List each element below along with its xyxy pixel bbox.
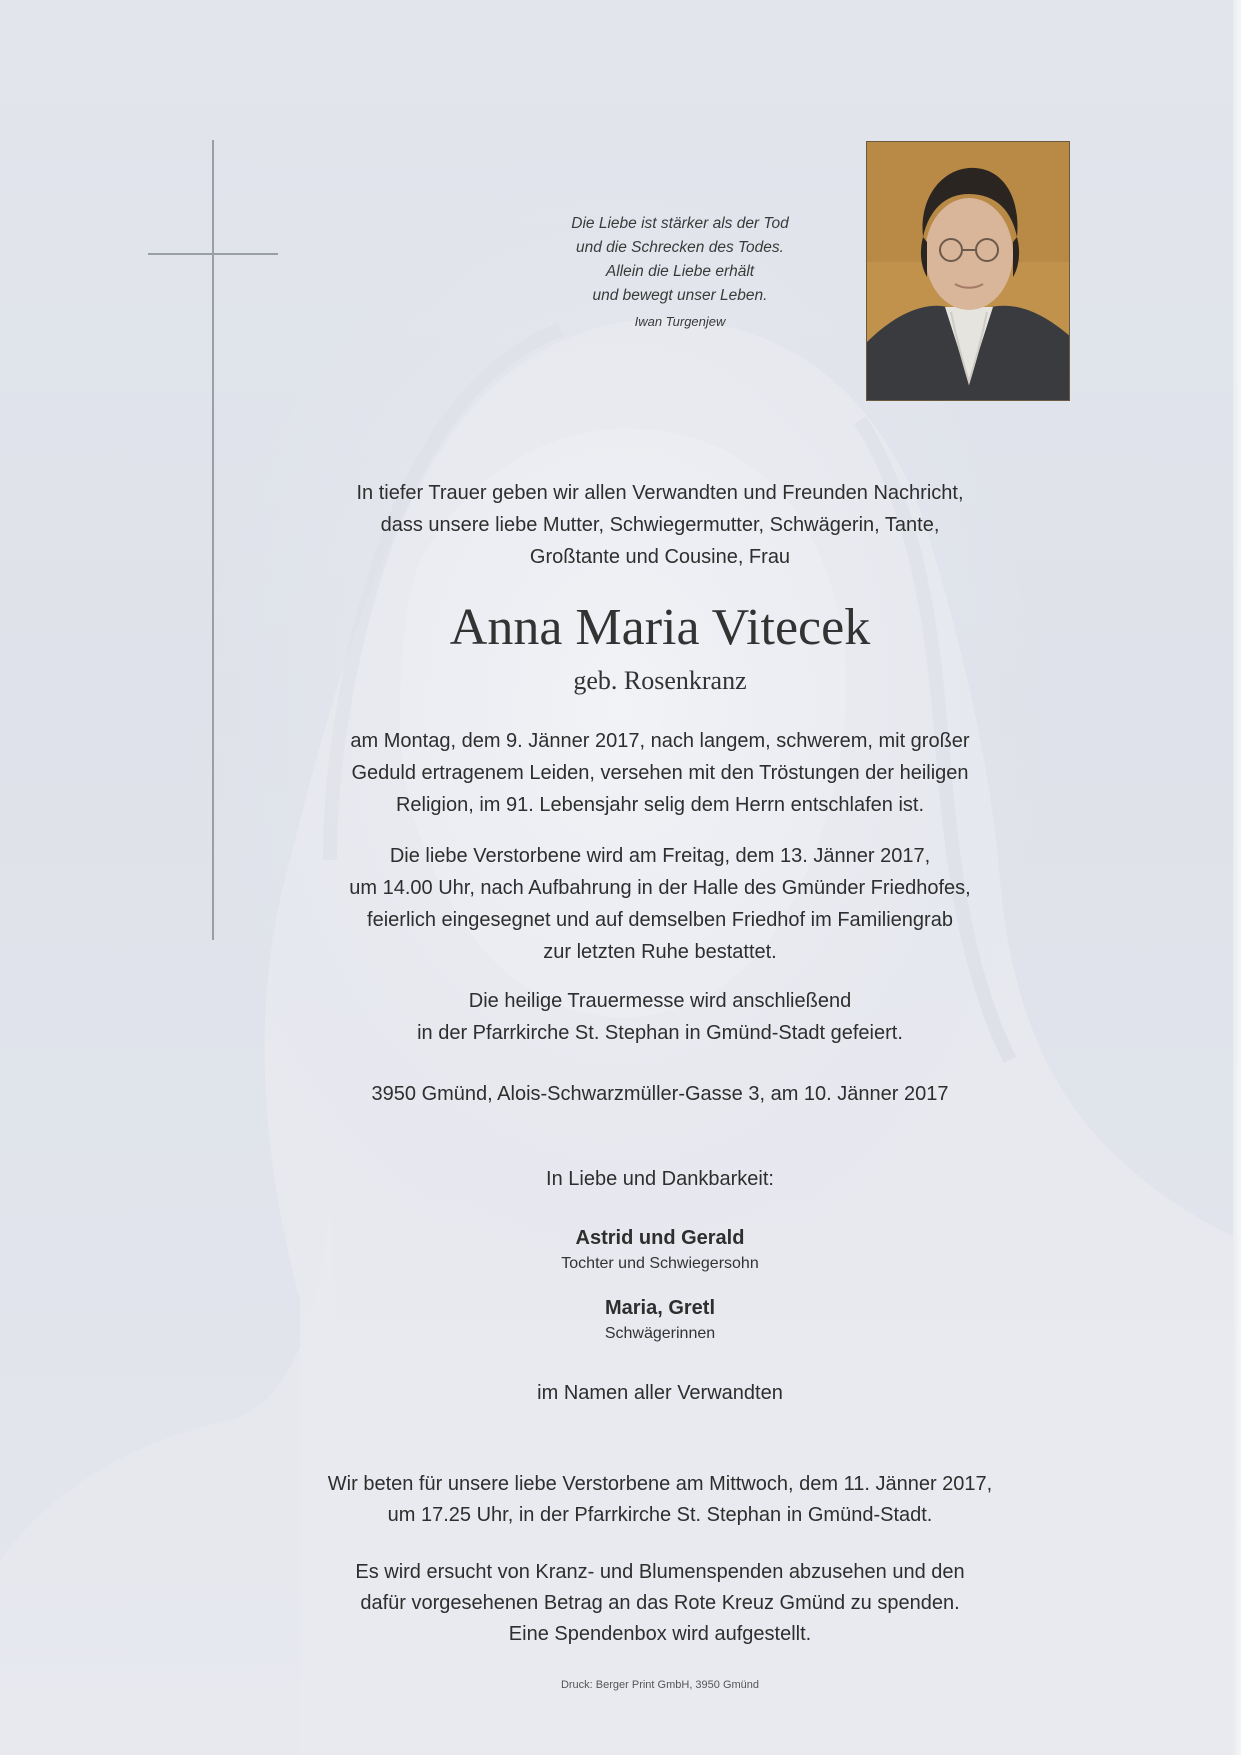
death-notice-line: am Montag, dem 9. Jänner 2017, nach langem, schwerem, mit großer [350,730,970,752]
death-notice-line: Geduld ertragenem Leiden, versehen mit den Tröstungen der heiligen [351,762,969,784]
burial-line: zur letzten Ruhe bestattet. [543,941,777,963]
intro-line: dass unsere liebe Mutter, Schwiegermutter, Schwägerin, Tante, [380,514,940,536]
family-member-name: Astrid und Gerald [575,1227,745,1249]
family-member-name: Maria, Gretl [604,1297,716,1319]
quote-line: Die Liebe ist stärker als der Tod [571,215,789,232]
prayer-line: Wir beten für unsere liebe Verstorbene am Mittwoch, dem 11. Jänner 2017, [327,1473,993,1495]
donation-line: Es wird ersucht von Kranz- und Blumenspenden abzusehen und den [355,1561,965,1583]
mass-notice [280,985,1040,1049]
birth-name: geb. Rosenkranz [573,666,747,695]
donation-line: dafür vorgesehenen Betrag an das Rote Kreuz Gmünd zu spenden. [360,1592,960,1614]
intro-line: In tiefer Trauer geben wir allen Verwandten und Freunden Nachricht, [356,482,964,504]
relatives-line: im Namen aller Verwandten [537,1382,783,1404]
intro-line: Großtante und Cousine, Frau [529,546,791,568]
prayer-notice [280,1469,1040,1531]
closing-line: In Liebe und Dankbarkeit: [546,1168,774,1190]
family-member-relation: Schwägerinnen [604,1325,716,1342]
cross-horizontal-bar [148,253,278,255]
burial-line: feierlich eingesegnet und auf demselben Friedhof im Familiengrab [367,909,953,931]
quote-line: Allein die Liebe erhält [605,263,755,280]
quote-line: und bewegt unser Leben. [592,287,768,304]
death-notice [280,725,1040,821]
burial-notice [280,840,1040,968]
mass-line: in der Pfarrkirche St. Stephan in Gmünd-Stadt gefeiert. [417,1022,903,1044]
burial-line: Die liebe Verstorbene wird am Freitag, dem 13. Jänner 2017, [389,845,931,867]
printer-credit: Druck: Berger Print GmbH, 3950 Gmünd [560,1679,760,1691]
mass-line: Die heilige Trauermesse wird anschließend [468,990,852,1012]
burial-line: um 14.00 Uhr, nach Aufbahrung in der Halle des Gmünder Friedhofes, [349,877,971,899]
quote-line: und die Schrecken des Todes. [576,239,784,256]
address-line: 3950 Gmünd, Alois-Schwarzmüller-Gasse 3, am 10. Jänner 2017 [371,1083,949,1105]
quote [540,212,820,334]
page-edge [1233,0,1241,1755]
portrait-photo [866,141,1070,401]
portrait-image [867,142,1070,401]
donation-line: Eine Spendenbox wird aufgestellt. [508,1623,812,1645]
deceased-name: Anna Maria Vitecek [449,599,871,656]
donation-notice [280,1557,1040,1650]
prayer-line: um 17.25 Uhr, in der Pfarrkirche St. Stephan in Gmünd-Stadt. [387,1504,933,1526]
cross-vertical-bar [212,140,214,940]
quote-author: Iwan Turgenjew [634,314,726,329]
intro-text [280,477,1040,573]
death-notice-line: Religion, im 91. Lebensjahr selig dem Herrn entschlafen ist. [395,794,925,816]
family-member-relation: Tochter und Schwiegersohn [561,1255,759,1272]
